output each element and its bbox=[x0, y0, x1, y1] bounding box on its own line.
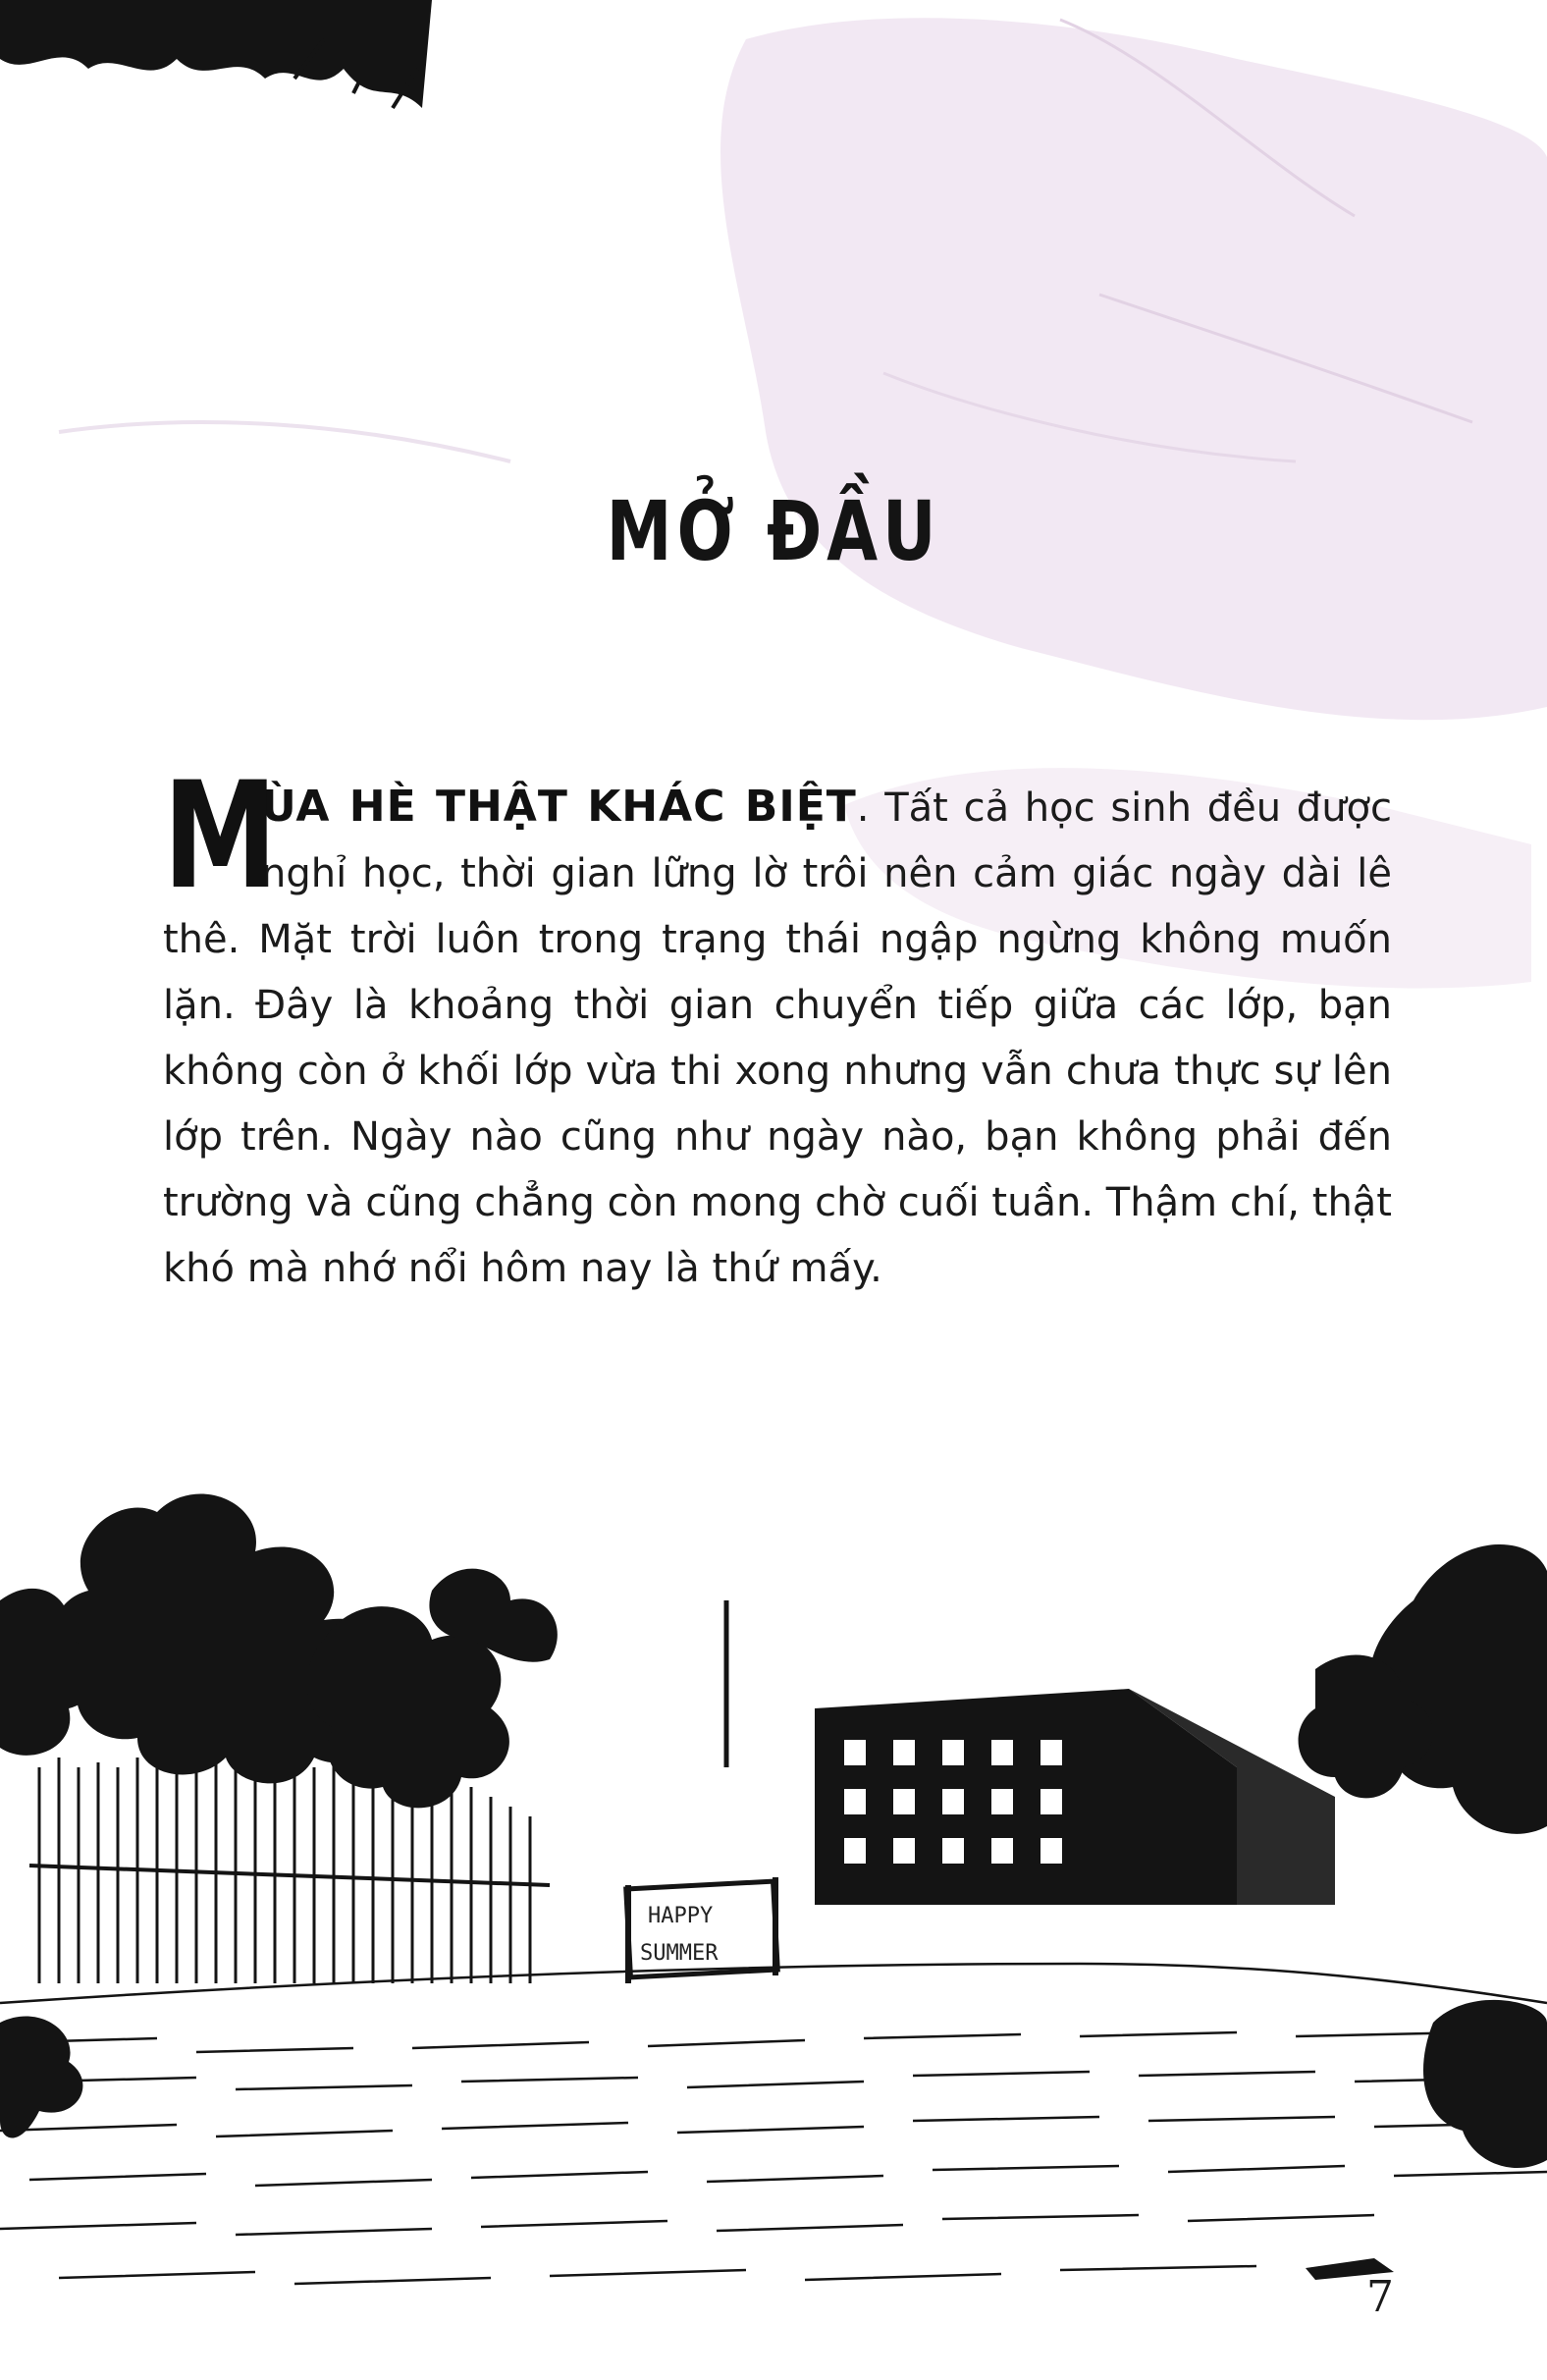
paragraph-text: . Tất cả học sinh đều được nghỉ học, thời gian lững lờ trôi nên cảm giác ngày dài lê thê. Mặt trời luôn trong trạng thái ngập ngừng không muốn lặn. Đây là khoảng thời gian chuyển tiếp giữa các lớp, bạn không còn ở khối lớp vừa thi xong nhưng vẫn chưa thực sự lên lớp trên. Ngày nào cũng như ngày nào, bạn không phải đến trường và cũng chẳng còn mong chờ cuối tuần. Thậm chí, thật khó mà nhớ nổi hôm nay là thứ mấy. bbox=[163, 785, 1393, 1291]
body-paragraph bbox=[163, 751, 1393, 1302]
top-left-foliage bbox=[0, 0, 432, 128]
chapter-title: MỞ ĐẦU bbox=[606, 483, 941, 579]
drop-cap: M bbox=[163, 751, 278, 922]
lead-in: ÙA HÈ THẬT KHÁC BIỆT bbox=[261, 782, 857, 832]
page-number: 7 bbox=[1366, 2272, 1394, 2322]
sign-line-2: SUMMER bbox=[640, 1941, 719, 1966]
school-illustration bbox=[0, 1473, 1547, 2380]
sign-line-1: HAPPY bbox=[648, 1904, 714, 1928]
